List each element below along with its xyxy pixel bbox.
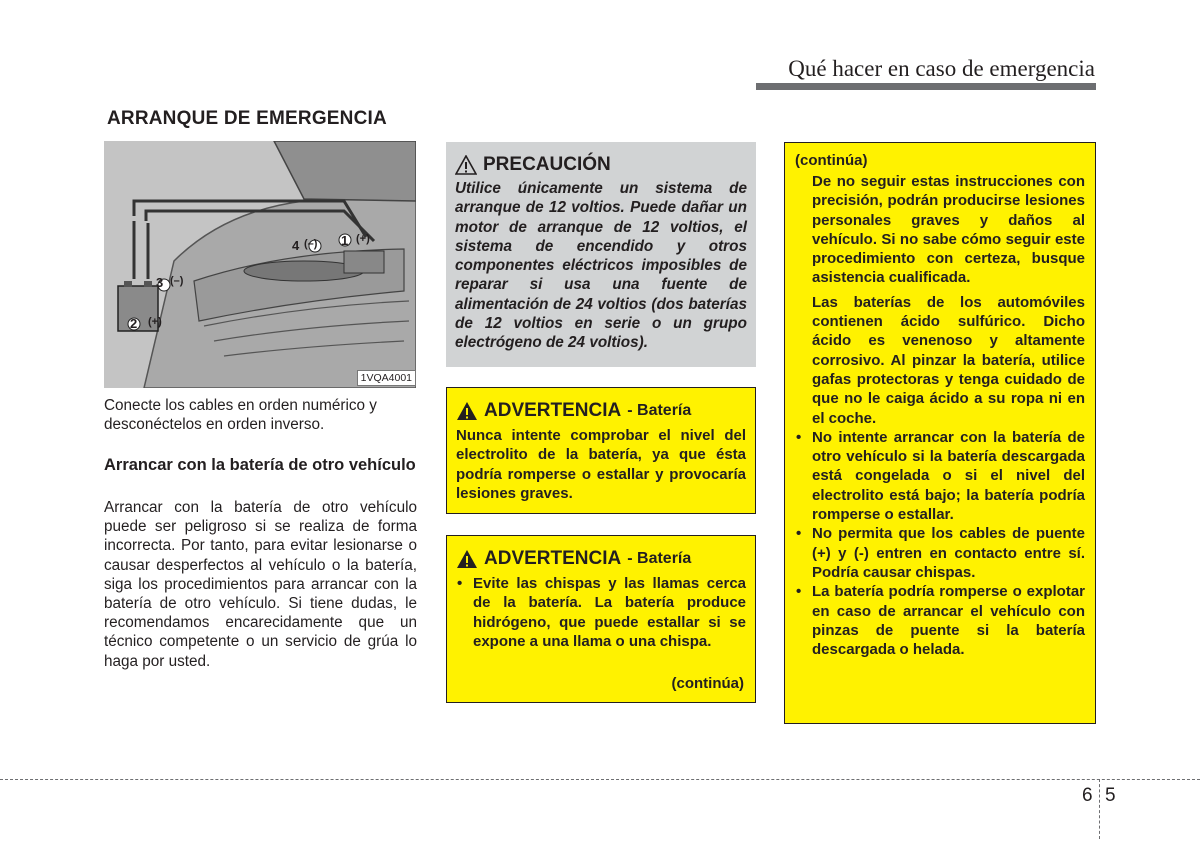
list-item: • No intente arrancar con la batería de otro vehículo si la batería descargada está congelada o si el nivel del electrolito está bajo; la batería podría romperse o estallar. — [796, 428, 1085, 524]
warning-triangle-icon — [456, 549, 478, 569]
subsection-body: Arrancar con la batería de otro vehículo puede ser peligroso si se realiza de forma incorrecta. Por tanto, para evitar lesionarse o causar desperfectos al vehículo o la batería, siga los procedimientos para arrancar con la batería de otro vehículo. Si tiene dudas, le recomendamos encarecidamente que un técnico competente o un servicio de grúa lo haga por usted. — [104, 499, 417, 670]
caution-body: Utilice únicamente un sistema de arranque de 12 voltios. Puede dañar un motor de arranque de 12 voltios, el sistema de encendido y otros componentes eléctricos imposibles de reparar si usa una fuente de alimentación de 24 voltios (dos baterías de 12 voltios en serie o un grupo electrógeno de 24 voltios). — [455, 180, 747, 352]
section-title: ARRANQUE DE EMERGENCIA — [107, 108, 387, 129]
warning-box-continued — [784, 142, 1096, 724]
warning-title: ADVERTENCIA — [484, 548, 622, 569]
label-2: 2 — [130, 316, 138, 331]
label-2-sign: (+) — [148, 316, 162, 328]
header-rule — [756, 83, 1096, 90]
list-item: • Evite las chispas y las llamas cerca de la batería. La batería produce hidrógeno, que puede estallar si se expone a una llama o una chispa. — [457, 575, 746, 650]
warning-title: ADVERTENCIA — [484, 400, 622, 421]
figure-code: 1VQA4001 — [357, 370, 416, 386]
list-item: • La batería podría romperse o explotar en caso de arrancar el vehículo con pinzas de puente si la batería descargada o helada. — [796, 583, 1085, 659]
warning-bullet-list — [456, 574, 746, 651]
continued-label: (continúa) — [671, 675, 744, 692]
caution-box — [446, 142, 756, 367]
warning-subtitle: - Batería — [627, 550, 692, 567]
warning-paragraph-1: De no seguir estas instrucciones con precisión, podrán producirse lesiones personales graves y daños al vehículo. Si no sabe cómo seguir este procedimiento con certeza, busque asistencia cualificada. — [812, 173, 1085, 287]
caution-title: PRECAUCIÓN — [483, 154, 611, 175]
label-4-sign: (–) — [304, 238, 318, 250]
label-3-sign: (–) — [170, 275, 184, 287]
warning-triangle-icon — [455, 155, 477, 175]
label-4: 4 — [292, 238, 300, 253]
warning-paragraph-2: Las baterías de los automóviles contienen ácido sulfúrico. Dicho ácido es venenoso y altamente corrosivo. Al pinzar la batería, utilice gafas protectoras y tenga cuidado de que no le caiga ácido a su ropa ni en el coche. — [812, 293, 1085, 427]
footer-rule — [0, 779, 1200, 780]
list-item: • No permita que los cables de puente (+) y (-) entren en contacto entre sí. Podría causar chispas. — [796, 525, 1085, 581]
warning-bullet-list — [795, 428, 1085, 660]
warning-body: Nunca intente comprobar el nivel del electrolito de la batería, ya que ésta podría romperse o estallar y provocaría lesiones graves. — [456, 427, 746, 502]
warning-subtitle: - Batería — [627, 402, 692, 419]
label-3: 3 — [156, 275, 164, 290]
page-number: 5 — [1105, 785, 1116, 806]
engine-bay-drawing — [104, 141, 416, 388]
warning-box-1 — [446, 387, 756, 514]
subsection-heading: Arrancar con la batería de otro vehículo — [104, 456, 416, 474]
chapter-number: 6 — [1082, 785, 1093, 806]
page-header-title: Qué hacer en caso de emergencia — [788, 56, 1095, 81]
label-1-sign: (+) — [356, 233, 370, 245]
footer-divider — [1099, 779, 1100, 839]
figure-caption: Conecte los cables en orden numérico y desconéctelos en orden inverso. — [104, 397, 377, 434]
label-1: 1 — [341, 233, 349, 248]
warning-triangle-icon — [456, 401, 478, 421]
warning-box-2 — [446, 535, 756, 703]
jump-start-illustration — [104, 141, 416, 388]
continued-heading: (continúa) — [795, 152, 868, 169]
